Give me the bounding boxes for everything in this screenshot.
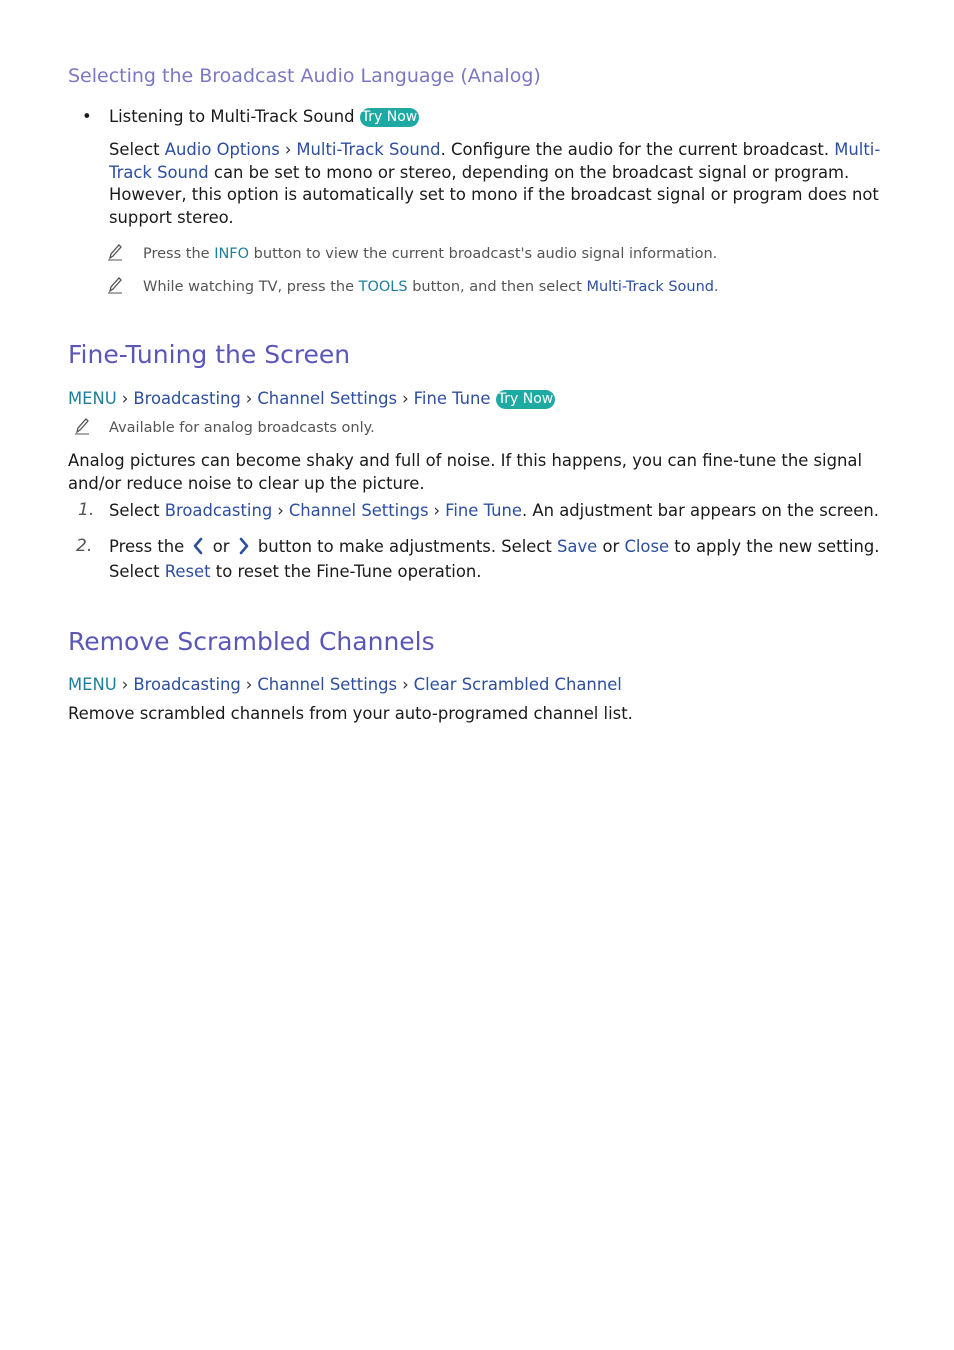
text: Press the	[109, 537, 185, 556]
menu-path-item[interactable]: Fine Tune	[413, 389, 491, 408]
pencil-note-icon	[107, 243, 123, 261]
link-multi-track-sound[interactable]: Multi-Track Sound	[586, 279, 714, 295]
text: to reset the Fine-Tune operation.	[210, 562, 482, 581]
text: Select	[109, 501, 165, 520]
link-save[interactable]: Save	[557, 537, 598, 556]
chevron-right-icon: ›	[402, 389, 409, 408]
text: to apply the new setting.	[669, 537, 880, 556]
chevron-right-icon: ›	[121, 675, 129, 694]
chevron-right-icon: ›	[245, 389, 253, 408]
menu-path-item[interactable]: Channel Settings	[257, 389, 398, 408]
menu-path-item[interactable]: Clear Scrambled Channel	[413, 675, 622, 694]
link-multi-track-sound-a[interactable]: Multi-	[834, 140, 881, 159]
text: . An adjustment bar appears on the screen.	[521, 501, 879, 520]
step-1	[109, 500, 879, 523]
left-arrow-icon	[192, 537, 204, 555]
menu-path-item[interactable]: Broadcasting	[133, 675, 241, 694]
section-heading-fine-tuning: Fine-Tuning the Screen	[68, 340, 351, 369]
link-audio-options[interactable]: Audio Options	[164, 140, 280, 159]
chevron-right-icon: ›	[284, 140, 292, 159]
text: can be set to mono or stereo, depending on the broadcast signal or program.	[208, 163, 850, 182]
try-now-button[interactable]: Try Now	[497, 391, 554, 407]
chevron-right-icon: ›	[402, 675, 409, 694]
bullet-label: Listening to Multi-Track Sound	[109, 107, 355, 126]
link-multi-track-sound-b[interactable]: Track Sound	[109, 163, 209, 182]
text: button to view the current broadcast's audio signal information.	[249, 246, 718, 262]
text: or	[597, 537, 625, 556]
pencil-note-icon	[74, 417, 90, 435]
chevron-right-icon: ›	[245, 675, 253, 694]
paragraph-line: Remove scrambled channels from your auto-programed channel list.	[68, 704, 633, 723]
link-close[interactable]: Close	[624, 537, 670, 556]
note-analog-only: Available for analog broadcasts only.	[109, 420, 375, 436]
chevron-right-icon: ›	[121, 389, 129, 408]
bullet-title	[109, 106, 419, 129]
pencil-note-icon	[107, 276, 123, 294]
link-broadcasting[interactable]: Broadcasting	[164, 501, 273, 520]
right-arrow-icon	[238, 537, 250, 555]
menu-path-fine-tune	[68, 388, 555, 411]
chevron-right-icon: ›	[433, 501, 441, 520]
menu-path-clear-scrambled	[68, 674, 622, 697]
text: Select	[109, 140, 165, 159]
note-tools	[143, 279, 719, 295]
link-fine-tune[interactable]: Fine Tune	[445, 501, 522, 520]
paragraph-line: Analog pictures can become shaky and full of noise. If this happens, you can fine-tune the signal	[68, 451, 863, 470]
section-heading-remove-scrambled: Remove Scrambled Channels	[68, 627, 435, 656]
link-channel-settings[interactable]: Channel Settings	[288, 501, 429, 520]
tools-button-label: TOOLS	[358, 279, 408, 295]
text: button, and then select	[407, 279, 587, 295]
step-2	[109, 536, 880, 559]
link-reset[interactable]: Reset	[164, 562, 211, 581]
step-number: 1.	[78, 500, 95, 520]
step-2-line-2	[109, 561, 481, 584]
paragraph-line	[109, 139, 880, 162]
menu-path-item[interactable]: Broadcasting	[133, 389, 241, 408]
section-heading-audio-language: Selecting the Broadcast Audio Language (Analog)	[68, 65, 541, 87]
text: button to make adjustments. Select	[257, 537, 558, 556]
info-button-label: INFO	[214, 246, 250, 262]
paragraph-line: However, this option is automatically set to mono if the broadcast signal or program does not	[109, 185, 879, 204]
menu-path-item[interactable]: Channel Settings	[257, 675, 398, 694]
text: . Configure the audio for the current broadcast.	[440, 140, 835, 159]
menu-path-item[interactable]: MENU	[68, 389, 117, 408]
try-now-button[interactable]: Try Now	[361, 109, 418, 125]
note-info	[143, 246, 717, 262]
menu-path-item[interactable]: MENU	[68, 675, 117, 694]
paragraph-line: and/or reduce noise to clear up the picture.	[68, 474, 425, 493]
step-number: 2.	[76, 536, 93, 556]
bullet-item	[82, 106, 92, 129]
bullet-dot: •	[82, 107, 92, 126]
text: Select	[109, 562, 165, 581]
text: While watching TV, press the	[143, 279, 359, 295]
paragraph-line	[109, 162, 849, 185]
chevron-right-icon: ›	[277, 501, 284, 520]
link-multi-track-sound[interactable]: Multi-Track Sound	[296, 140, 441, 159]
text: .	[714, 279, 719, 295]
text: or	[212, 537, 230, 556]
text: Press the	[143, 246, 215, 262]
paragraph-line: support stereo.	[109, 208, 234, 227]
